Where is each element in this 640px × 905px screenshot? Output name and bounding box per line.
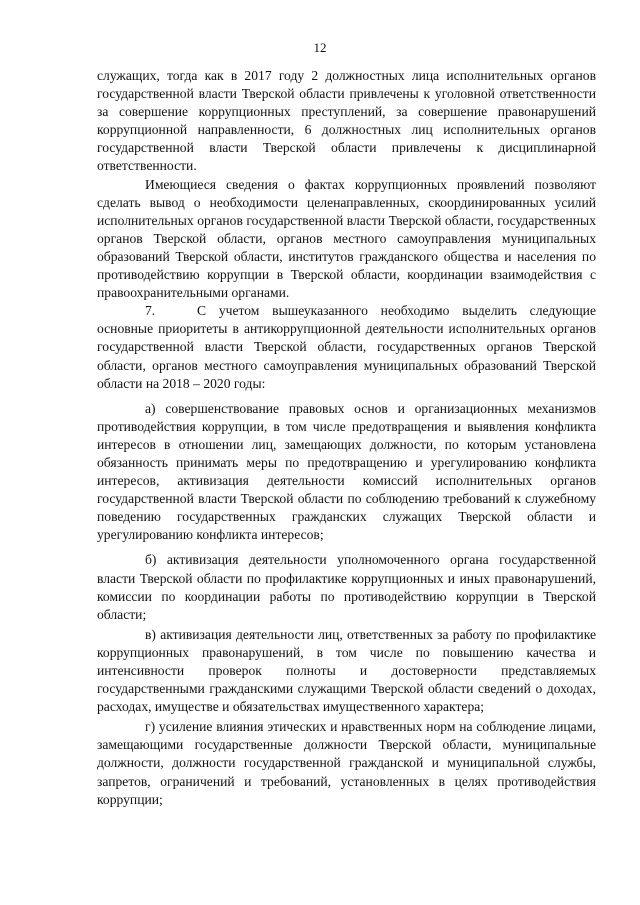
document-body: [97, 67, 596, 809]
paragraph-item-v: в) активизация деятельности лиц, ответственных за работу по профилактике коррупционных правонарушений, в том числе по повышению качества и интенсивности проверок полноты и достоверности представляемых государственными гражданскими служащими Тверской области сведений о доходах, расходах, имуществе и обязательствах имущественного характера;: [97, 626, 596, 715]
paragraph-conclusion: Имеющиеся сведения о фактах коррупционных проявлений позволяют сделать вывод о необходимости целенаправленных, скоординированных усилий исполнительных органов государственной власти Тверской области, государственных органов Тверской области, органов местного самоуправления муниципальных образований Тверской области, институтов гражданского общества и населения по противодействию коррупции в Тверской области, координации взаимодействия с правоохранительными органами.: [97, 176, 596, 301]
item-7-text: С учетом вышеуказанного необходимо выделить следующие основные приоритеты в антикоррупционной деятельности исполнительных органов государственной власти Тверской области, государственных органов Тверской области, органов местного самоуправления муниципальных образований Тверской области на 2018 – 2020 годы:: [97, 303, 596, 391]
page-number: 12: [313, 40, 327, 55]
paragraph-item-7: [97, 302, 596, 392]
paragraph-continuation: служащих, тогда как в 2017 году 2 должностных лица исполнительных органов государственной власти Тверской области привлечены к уголовной ответственности за совершение коррупционных преступлений, за совершение правонарушений коррупционной направленности, 6 должностных лиц исполнительных органов государственной власти Тверской области привлечены к дисциплинарной ответственности.: [97, 68, 596, 174]
paragraph-item-b: б) активизация деятельности уполномоченного органа государственной власти Тверской области по профилактике коррупционных и иных правонарушений, комиссии по координации работы по противодействию коррупции в Тверской области;: [97, 552, 596, 622]
paragraph-item-g: г) усиление влияния этических и нравственных норм на соблюдение лицами, замещающими государственные должности Тверской области, муниципальные должности, должности государственной гражданской и муниципальной службы, запретов, ограничений и требований, установленных в целях противодействия коррупции;: [97, 719, 596, 807]
item-7-number: 7.: [145, 303, 156, 319]
paragraph-item-a: а) совершенствование правовых основ и организационных механизмов противодействия коррупции, в том числе предотвращения и выявления конфликта интересов в отношении лиц, замещающих должности, по которым установлена обязанность принимать меры по предотвращению и урегулированию конфликта интересов, активизация деятельности комиссий исполнительных органов государственной власти Тверской области по соблюдению требований к служебному поведению государственных гражданских служащих Тверской области и урегулированию конфликта интересов;: [97, 400, 596, 543]
